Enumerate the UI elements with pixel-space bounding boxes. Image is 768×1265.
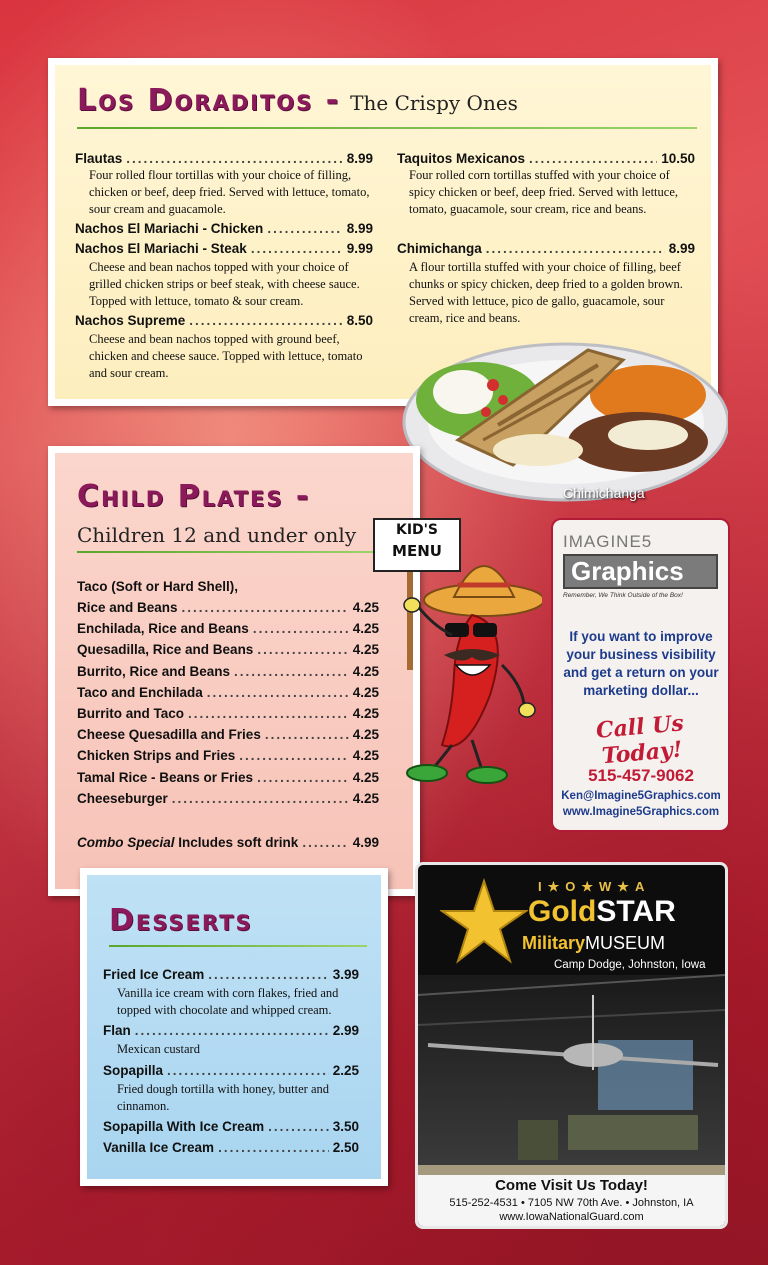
menu-item-price: 4.25: [352, 600, 379, 615]
menu-item-price: 8.99: [668, 241, 695, 256]
menu-item-price: 4.25: [352, 684, 379, 700]
leader-dots: [257, 770, 349, 785]
leader-dots: [486, 241, 665, 256]
museum-location: Camp Dodge, Johnston, Iowa: [554, 959, 706, 971]
ad-tagline: Remember, We Think Outside of the Box!: [563, 592, 683, 599]
menu-item-name: Nachos El Mariachi - Chicken: [75, 221, 264, 236]
combo-special: [77, 835, 379, 850]
menu-item-price: 4.25: [352, 748, 379, 764]
menu-item-name: Chicken Strips and Fries: [77, 748, 236, 764]
menu-item-price: 2.99: [332, 1023, 359, 1038]
menu-item-name: Sopapilla: [103, 1063, 164, 1078]
menu-item-name: Taco and Enchilada: [77, 684, 203, 700]
menu-item-price: 9.99: [346, 241, 373, 256]
ad-logo: [563, 532, 718, 599]
imagine5-ad: [551, 518, 730, 832]
leader-dots: [208, 967, 328, 982]
menu-item-price: 4.25: [352, 706, 379, 721]
leader-dots: [207, 685, 349, 700]
menu-item-price: 8.99: [346, 221, 373, 236]
leader-dots: [189, 313, 342, 328]
menu-item-name: Vanilla Ice Cream: [103, 1140, 215, 1155]
menu-item-description: Four rolled corn tortillas stuffed with your choice of spicy chicken or beef, deep fried. Served with lettuce, tomato, guacamole, sour cream, rice and beans.: [409, 168, 678, 216]
museum-visit: Come Visit Us Today!: [495, 1177, 648, 1194]
menu-item-description: Fried dough tortilla with honey, butter and cinnamon.: [117, 1082, 329, 1113]
leader-dots: [182, 600, 349, 615]
menu-item-price: 4.25: [352, 727, 379, 743]
leader-dots: [234, 664, 349, 679]
leader-dots: [126, 151, 342, 166]
leader-dots: [257, 642, 348, 657]
kids-sign-line1: KID'S: [395, 522, 439, 538]
menu-item-name: Nachos El Mariachi - Steak: [75, 241, 247, 256]
menu-item-name: Fried Ice Cream: [103, 967, 205, 982]
desserts-rule: [109, 945, 367, 947]
chili-mascot: [372, 515, 542, 790]
menu-item-name: Burrito, Rice and Beans: [77, 663, 231, 679]
menu-item: [75, 313, 373, 328]
leader-dots: [251, 241, 343, 256]
menu-item-name: Flan: [103, 1023, 131, 1038]
menu-item-name: Nachos Supreme: [75, 313, 186, 328]
menu-item-price: 4.25: [352, 642, 379, 658]
menu-item-price: 4.25: [352, 769, 379, 785]
menu-item: [103, 1119, 359, 1134]
menu-item: [103, 1063, 359, 1078]
menu-item-description: Four rolled flour tortillas with your choice of filling, chicken or beef, deep fried. Served with lettuce, tomato, sour cream and guacamole.: [89, 168, 370, 216]
leader-dots: [218, 1140, 329, 1155]
menu-item: [77, 642, 379, 657]
combo-italic: Combo Special: [77, 835, 175, 850]
menu-item: [77, 748, 379, 763]
ad-website[interactable]: www.Imagine5Graphics.com: [562, 806, 720, 818]
menu-item-description: A flour tortilla stuffed with your choice of filling, beef chunks or spicy chicken, deep fried to a golden brown. Served with lettuce, pico de gallo, guacamole, sour cream, rice and beans.: [409, 260, 683, 325]
museum-contact: 515-252-4531 • 7105 NW 70th Ave. • Johnston, IA: [449, 1197, 694, 1209]
leader-dots: [267, 221, 342, 236]
menu-item-name: Chimichanga: [397, 241, 482, 256]
desserts-heading: Desserts: [109, 903, 253, 938]
menu-item-price: 2.50: [332, 1140, 359, 1155]
menu-item: [77, 685, 379, 700]
desserts-panel: [80, 868, 388, 1186]
menu-item: [103, 1140, 359, 1155]
menu-item: [77, 727, 379, 742]
menu-item-price: 10.50: [661, 151, 695, 166]
leader-dots: [167, 1063, 329, 1078]
child-heading: Child Plates -: [77, 479, 311, 514]
plate-illustration: [398, 330, 728, 510]
menu-item-price: 4.25: [352, 790, 379, 806]
menu-item-name: Flautas: [75, 151, 123, 166]
menu-item: [77, 706, 379, 721]
kids-sign-line2: MENU: [392, 542, 442, 560]
doraditos-heading: Los Doraditos -: [77, 83, 341, 118]
menu-item-description: Cheese and bean nachos topped with your choice of grilled chicken strips or beef steak, with cheese sauce. Topped with lettuce, tomato & sour cream.: [89, 260, 360, 308]
museum-gold: Gold: [528, 895, 597, 928]
museum-logo-line1: [528, 895, 676, 929]
ad-pitch: If you want to improve your business visibility and get a return on your marketing dollar...: [563, 629, 719, 698]
menu-item: [77, 791, 379, 806]
menu-item-price: 2.25: [332, 1063, 359, 1078]
menu-item-price: 4.25: [352, 621, 379, 637]
ad-email[interactable]: Ken@Imagine5Graphics.com: [561, 790, 721, 802]
menu-item: [75, 241, 373, 256]
menu-item-description: Vanilla ice cream with corn flakes, fried and topped with chocolate and whipped cream.: [117, 986, 339, 1017]
menu-item-name: Sopapilla With Ice Cream: [103, 1119, 265, 1134]
museum-word: MUSEUM: [585, 933, 666, 953]
child-rule: [77, 551, 377, 553]
menu-item: [77, 770, 379, 785]
museum-state: I★O★W★A: [538, 879, 651, 894]
ad-logo-main: Graphics: [563, 554, 718, 589]
leader-dots: [265, 727, 349, 742]
gold-star-icon: [440, 877, 528, 969]
menu-item: [103, 1023, 359, 1038]
leader-dots: [529, 151, 657, 166]
menu-item-name: Cheese Quesadilla and Fries: [77, 727, 261, 743]
menu-item-name: Rice and Beans: [77, 600, 178, 615]
ad-logo-top: IMAGINE5: [563, 532, 653, 551]
leader-dots: [172, 791, 349, 806]
museum-logo-line2: [522, 933, 665, 954]
leader-dots: [135, 1023, 329, 1038]
menu-item: [75, 151, 373, 166]
leader-dots: [268, 1119, 329, 1134]
menu-item-name: Burrito and Taco: [77, 706, 185, 721]
museum-military: Military: [522, 933, 586, 953]
menu-item-price: 8.50: [346, 313, 373, 328]
menu-item: [75, 221, 373, 236]
combo-price: 4.99: [352, 835, 379, 850]
ad-phone: 515-457-9062: [588, 766, 694, 785]
child-subtitle: Children 12 and under only: [77, 523, 357, 547]
menu-item: [77, 600, 379, 615]
menu-item-name: Taquitos Mexicanos: [397, 151, 526, 166]
child-first-line: Taco (Soft or Hard Shell),: [77, 579, 239, 594]
photo-caption: Chimichanga: [563, 485, 645, 501]
menu-item: [103, 967, 359, 982]
menu-item: [397, 151, 695, 166]
menu-item-name: Enchilada, Rice and Beans: [77, 621, 249, 637]
menu-item-price: 4.25: [352, 663, 379, 679]
menu-item-price: 8.99: [346, 151, 373, 166]
ad-cta: Call Us Today!: [595, 710, 685, 770]
leader-dots: [253, 621, 349, 636]
menu-item-price: 3.99: [332, 967, 359, 982]
menu-item-name: Cheeseburger: [77, 790, 168, 806]
museum-star: STAR: [596, 895, 676, 928]
menu-item: [77, 664, 379, 679]
doraditos-subtitle: The Crispy Ones: [350, 91, 518, 115]
goldstar-museum-ad: [415, 862, 728, 1229]
leader-dots: [188, 706, 349, 721]
menu-item-description: Mexican custard: [117, 1042, 200, 1056]
doraditos-rule: [77, 127, 697, 129]
menu-item-price: 3.50: [332, 1119, 359, 1134]
menu-item-description: Cheese and bean nachos topped with ground beef, chicken and cheese sauce. Topped with lettuce, tomato and sour cream.: [89, 332, 363, 380]
combo-rest: Includes soft drink: [174, 835, 299, 850]
menu-item-name: Tamal Rice - Beans or Fries: [77, 769, 254, 785]
menu-item-name: Quesadilla, Rice and Beans: [77, 642, 254, 658]
child-plates-panel: [48, 446, 420, 896]
menu-item: [397, 241, 695, 256]
leader-dots: [239, 748, 348, 763]
chimichanga-photo: [398, 330, 728, 510]
museum-website[interactable]: www.IowaNationalGuard.com: [499, 1211, 644, 1223]
doraditos-title: [77, 83, 518, 118]
menu-item: [77, 621, 379, 636]
